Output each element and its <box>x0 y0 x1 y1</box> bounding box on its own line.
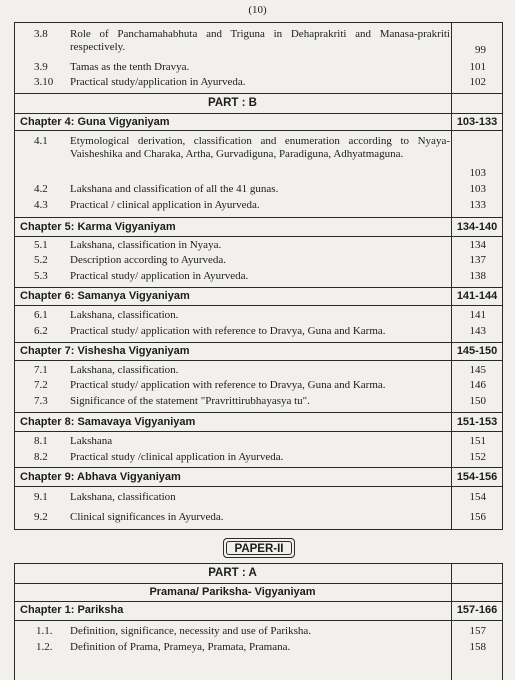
chapter-title: Chapter 4: Guna Vigyaniyam <box>20 116 170 128</box>
chapter-page-range: 145-150 <box>456 345 498 357</box>
chapter-title: Chapter 5: Karma Vigyaniyam <box>20 221 176 233</box>
section-title: Pramana/ Pariksha- Vigyaniyam <box>149 586 316 598</box>
chapter-title: Chapter 1: Pariksha <box>20 604 124 616</box>
table-top-border <box>14 22 503 23</box>
row-divider <box>14 431 503 432</box>
row-divider <box>14 583 503 584</box>
row-divider <box>14 412 503 413</box>
row-divider <box>14 342 503 343</box>
chapter-page-range: 134-140 <box>456 221 498 233</box>
table2-top-border <box>14 563 503 564</box>
chapter-page-range: 151-153 <box>456 416 498 428</box>
chapter-title: Chapter 6: Samanya Vigyaniyam <box>20 290 190 302</box>
table-bottom-border <box>14 529 503 530</box>
chapter-page-range: 157-166 <box>456 604 498 616</box>
table2-left-border <box>14 563 15 680</box>
table2-right-border <box>502 563 503 680</box>
row-divider <box>14 130 503 131</box>
row-divider <box>14 217 503 218</box>
row-divider <box>14 620 503 621</box>
row-divider <box>14 93 503 94</box>
row-divider <box>14 486 503 487</box>
chapter-page-range: 103-133 <box>456 116 498 128</box>
row-divider <box>14 236 503 237</box>
chapter-title: Chapter 8: Samavaya Vigyaniyam <box>20 416 196 428</box>
row-divider <box>14 113 503 114</box>
row-divider <box>14 305 503 306</box>
table-page-column-divider <box>451 22 452 530</box>
page-number: (10) <box>248 4 267 16</box>
table2-page-column-divider <box>451 563 452 680</box>
row-divider <box>14 360 503 361</box>
row-divider <box>14 601 503 602</box>
paper-ii-label-box <box>223 538 295 558</box>
chapter-page-range: 154-156 <box>456 471 498 483</box>
chapter-title: Chapter 7: Vishesha Vigyaniyam <box>20 345 190 357</box>
part-a-heading: PART : A <box>208 567 257 579</box>
paper-ii-label: PAPER-II <box>226 541 292 555</box>
table-right-border <box>502 22 503 530</box>
chapter-page-range: 141-144 <box>456 290 498 302</box>
chapter-title: Chapter 9: Abhava Vigyaniyam <box>20 471 181 483</box>
part-b-heading: PART : B <box>208 97 257 109</box>
row-divider <box>14 287 503 288</box>
row-divider <box>14 467 503 468</box>
